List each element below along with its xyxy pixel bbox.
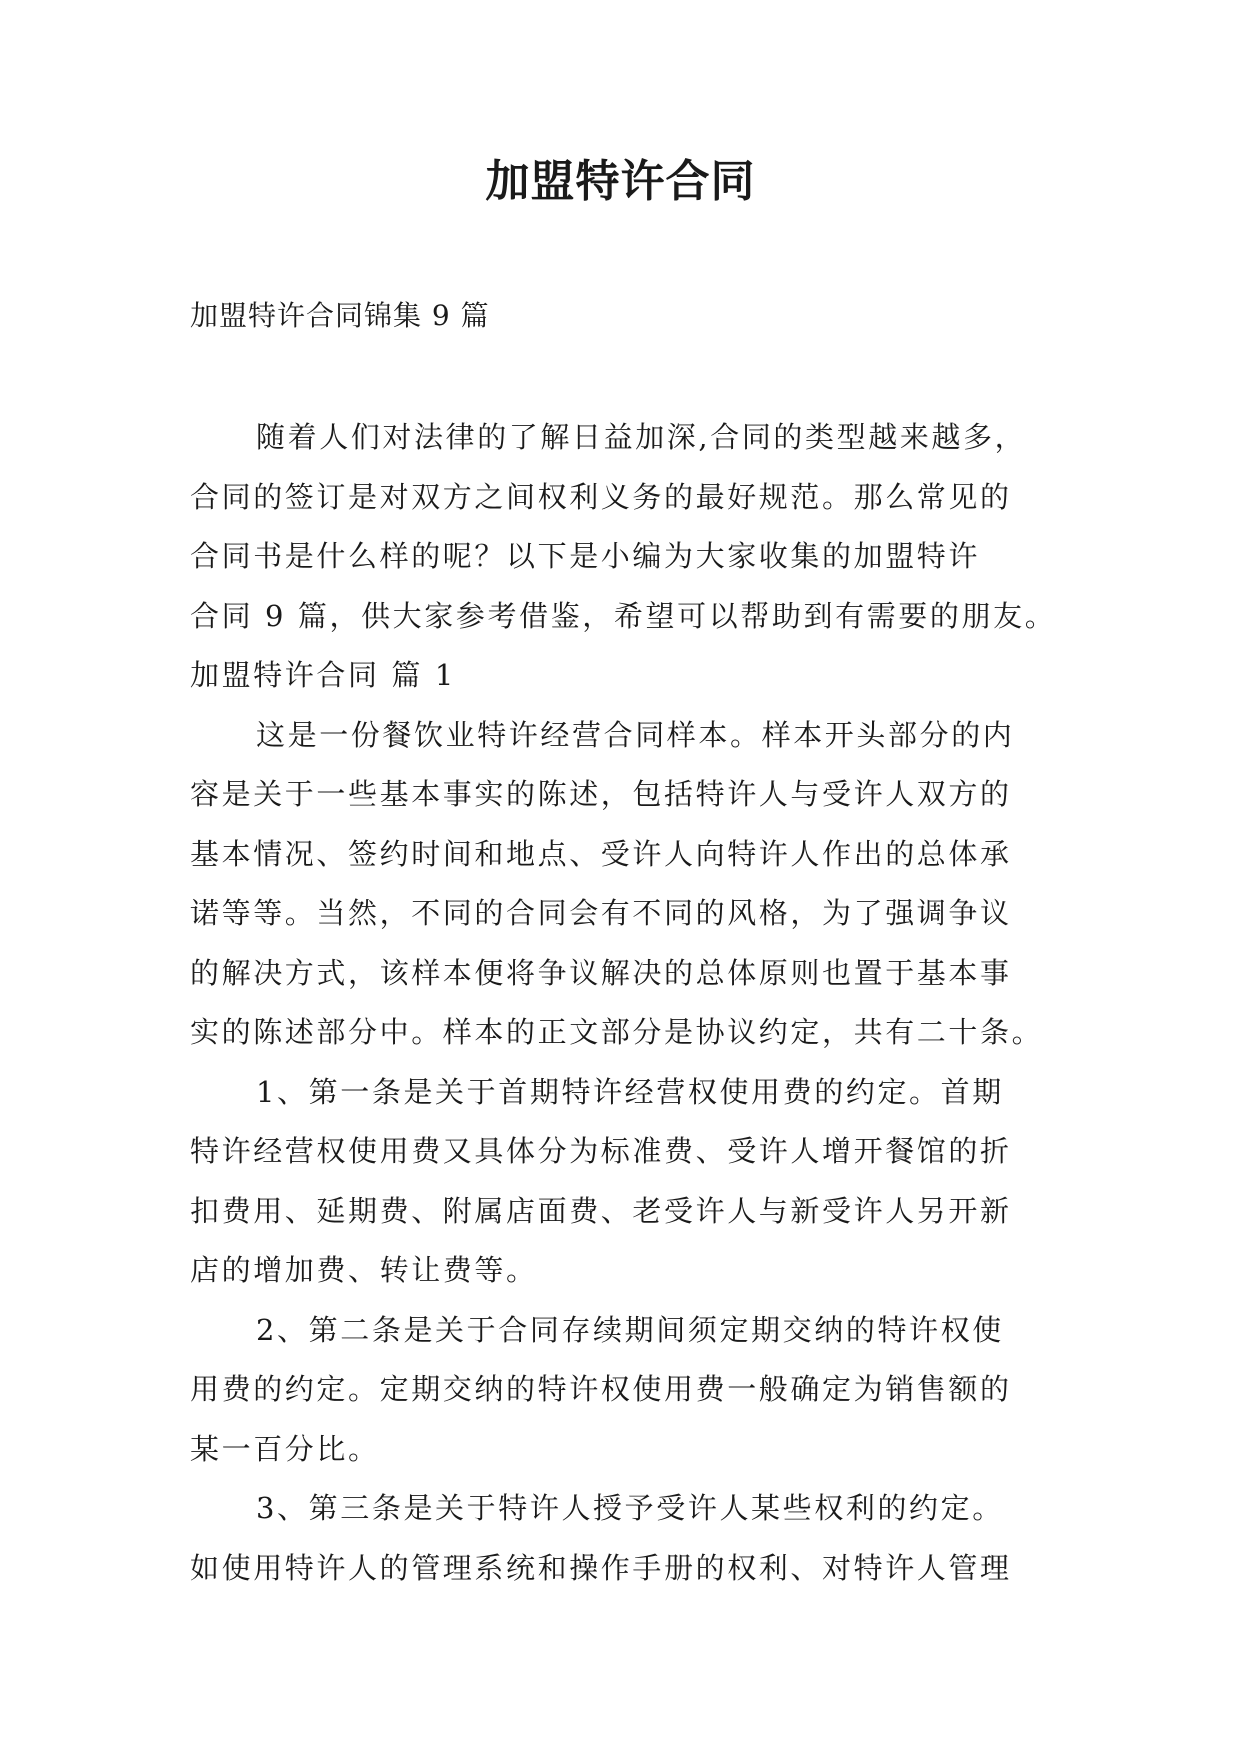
text-line: 3、第三条是关于特许人授予受许人某些权利的约定。 (256, 1491, 1004, 1525)
text-line: 特许经营权使用费又具体分为标准费、受许人增开餐馆的折 (190, 1134, 1012, 1168)
text-line: 1、第一条是关于首期特许经营权使用费的约定。首期 (256, 1074, 1004, 1109)
text-line: 某一百分比。 (190, 1431, 380, 1466)
text-line: 用费的约定。定期交纳的特许权使用费一般确定为销售额的 (190, 1372, 1012, 1406)
text-line: 实的陈述部分中。样本的正文部分是协议约定，共有二十条。 (190, 1015, 1044, 1049)
text-line: 加盟特许合同 篇 1 (190, 658, 456, 692)
text-line: 扣费用、延期费、附属店面费、老受许人与新受许人另开新 (190, 1193, 1012, 1228)
text-line: 合同的签订是对双方之间权利义务的最好规范。那么常见的 (190, 479, 1012, 514)
text-line: 合同 9 篇，供大家参考借鉴，希望可以帮助到有需要的朋友。 (190, 598, 1057, 633)
text-line: 容是关于一些基本事实的陈述，包括特许人与受许人双方的 (190, 777, 1012, 811)
document-subtitle: 加盟特许合同锦集 9 篇 (190, 299, 490, 332)
text-line: 店的增加费、转让费等。 (190, 1253, 538, 1287)
text-line: 随着人们对法律的了解日益加深,合同的类型越来越多， (256, 420, 1027, 454)
text-line: 的解决方式，该样本便将争议解决的总体原则也置于基本事 (190, 955, 1012, 990)
document-title: 加盟特许合同 (485, 156, 756, 207)
document-body (190, 408, 1060, 1598)
text-line: 如使用特许人的管理系统和操作手册的权利、对特许人管理 (190, 1550, 1012, 1585)
text-line: 合同书是什么样的呢？以下是小编为大家收集的加盟特许 (190, 539, 981, 573)
text-line: 2、第二条是关于合同存续期间须定期交纳的特许权使 (256, 1312, 1004, 1347)
text-line: 诺等等。当然，不同的合同会有不同的风格，为了强调争议 (190, 896, 1012, 930)
text-line: 基本情况、签约时间和地点、受许人向特许人作出的总体承 (190, 836, 1012, 871)
text-line: 这是一份餐饮业特许经营合同样本。样本开头部分的内 (256, 717, 1015, 752)
